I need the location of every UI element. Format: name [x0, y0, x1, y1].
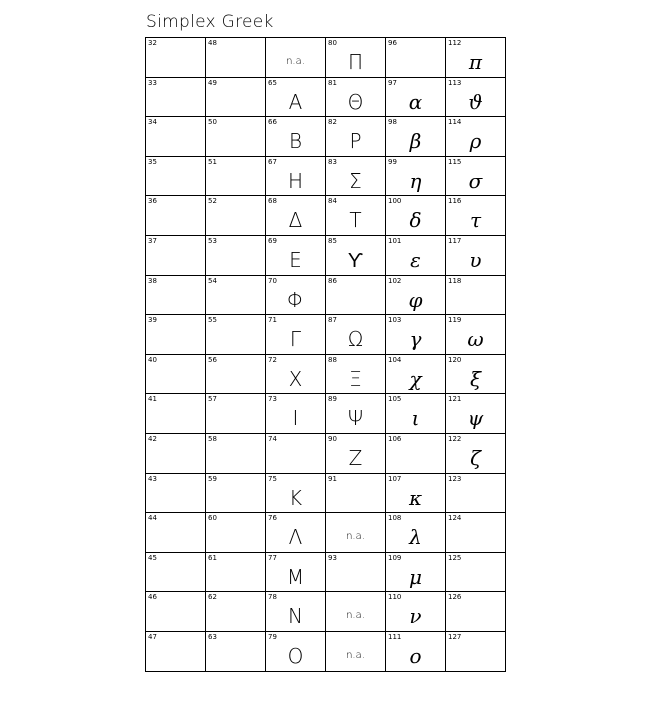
glyph-cell — [446, 156, 506, 196]
glyph-cell — [386, 275, 446, 315]
char-code: 43 — [148, 474, 157, 483]
glyph-cell — [326, 156, 386, 196]
glyph-cell — [446, 235, 506, 275]
char-code: 106 — [388, 434, 402, 443]
char-code: 35 — [148, 157, 157, 166]
char-code: 113 — [448, 78, 462, 87]
glyph-cell — [446, 354, 506, 394]
glyph-cell — [266, 77, 326, 117]
glyph: Κ — [288, 485, 303, 510]
glyph-cell — [146, 552, 206, 592]
char-code: 55 — [208, 316, 217, 325]
glyph: κ — [408, 485, 423, 510]
char-code: 56 — [208, 355, 217, 364]
glyph-cell — [266, 156, 326, 196]
char-code: 80 — [328, 39, 337, 47]
glyph-cell — [446, 315, 506, 355]
char-code: 62 — [208, 593, 217, 602]
glyph-cell — [146, 77, 206, 117]
table-row — [146, 196, 506, 236]
char-code: 42 — [148, 434, 157, 443]
glyph-cell — [266, 275, 326, 315]
char-code: 63 — [208, 632, 217, 641]
glyph-cell — [206, 592, 266, 632]
char-code: 40 — [148, 355, 157, 364]
glyph: φ — [408, 287, 423, 312]
glyph: Ψ — [347, 406, 364, 431]
char-code: 50 — [208, 118, 217, 127]
char-code: 114 — [448, 118, 462, 127]
table-row — [146, 117, 506, 157]
char-code: 60 — [208, 514, 217, 523]
char-code: 69 — [268, 236, 277, 245]
glyph-cell — [146, 275, 206, 315]
glyph-cell — [266, 394, 326, 434]
glyph-cell — [206, 38, 266, 78]
char-code: 119 — [448, 316, 462, 325]
char-code: 51 — [208, 157, 217, 166]
glyph-cell — [266, 235, 326, 275]
glyph: Δ — [288, 208, 303, 233]
char-code: 120 — [448, 355, 462, 364]
glyph-cell — [206, 433, 266, 473]
char-code: 121 — [448, 395, 462, 404]
char-code: 38 — [148, 276, 157, 285]
glyph-cell — [326, 38, 386, 78]
glyph: μ — [409, 564, 422, 589]
table-row — [146, 77, 506, 117]
glyph: τ — [469, 208, 482, 233]
glyph-cell — [206, 156, 266, 196]
glyph-cell — [386, 315, 446, 355]
glyph-cell — [326, 235, 386, 275]
char-code: 67 — [268, 157, 277, 166]
char-code: 76 — [268, 514, 277, 523]
char-code: 79 — [268, 632, 277, 641]
glyph: α — [408, 89, 423, 114]
glyph: δ — [409, 208, 422, 233]
glyph-cell — [326, 354, 386, 394]
glyph: ρ — [469, 129, 482, 154]
glyph: ο — [409, 643, 422, 668]
glyph-cell — [206, 552, 266, 592]
char-code: 66 — [268, 118, 277, 127]
not-available-label: n.a. — [346, 649, 365, 661]
char-code: 57 — [208, 395, 217, 404]
glyph-cell — [206, 275, 266, 315]
char-code: 127 — [448, 632, 462, 641]
char-code: 45 — [148, 553, 157, 562]
char-code: 86 — [328, 276, 337, 285]
glyph: ϑ — [468, 89, 483, 114]
glyph-cell — [146, 513, 206, 553]
glyph-cell — [386, 156, 446, 196]
char-code: 68 — [268, 197, 277, 206]
char-code: 59 — [208, 474, 217, 483]
not-available-label: n.a. — [346, 610, 365, 622]
glyph-table-body — [146, 38, 506, 672]
glyph: Θ — [347, 89, 364, 114]
char-code: 116 — [448, 197, 462, 206]
glyph: ε — [410, 247, 421, 272]
char-code: 73 — [268, 395, 277, 404]
page-title: Simplex Greek — [146, 12, 274, 32]
glyph-cell — [206, 354, 266, 394]
glyph-cell — [446, 196, 506, 236]
glyph: χ — [409, 366, 422, 391]
glyph: Ρ — [349, 129, 362, 154]
table-row — [146, 38, 506, 78]
table-row — [146, 513, 506, 553]
char-code: 84 — [328, 197, 337, 206]
glyph: η — [409, 168, 422, 193]
glyph-cell — [266, 38, 326, 78]
glyph-cell — [266, 315, 326, 355]
char-code: 104 — [388, 355, 402, 364]
glyph-cell — [266, 354, 326, 394]
char-code: 58 — [208, 434, 217, 443]
glyph-cell — [446, 513, 506, 553]
glyph-cell — [206, 513, 266, 553]
glyph-cell — [446, 394, 506, 434]
table-row — [146, 433, 506, 473]
glyph-cell — [446, 275, 506, 315]
char-code: 99 — [388, 157, 397, 166]
glyph-cell — [206, 473, 266, 513]
char-code: 112 — [448, 39, 462, 47]
glyph: π — [468, 50, 483, 74]
glyph-cell — [386, 433, 446, 473]
glyph-cell — [386, 117, 446, 157]
glyph-cell — [266, 433, 326, 473]
glyph-cell — [146, 156, 206, 196]
glyph-cell — [446, 552, 506, 592]
glyph-cell — [326, 196, 386, 236]
char-code: 97 — [388, 78, 397, 87]
char-code: 77 — [268, 553, 277, 562]
glyph-cell — [386, 592, 446, 632]
glyph: υ — [469, 247, 482, 272]
char-code: 39 — [148, 316, 157, 325]
glyph: ϒ — [347, 247, 364, 272]
glyph-cell — [446, 473, 506, 513]
table-row — [146, 394, 506, 434]
char-code: 125 — [448, 553, 462, 562]
char-code: 78 — [268, 593, 277, 602]
glyph-cell — [326, 631, 386, 671]
char-code: 65 — [268, 78, 277, 87]
glyph: Ξ — [349, 366, 362, 391]
char-code: 54 — [208, 276, 217, 285]
glyph-cell — [326, 77, 386, 117]
char-code: 100 — [388, 197, 402, 206]
char-code: 48 — [208, 39, 217, 47]
char-code: 52 — [208, 197, 217, 206]
char-code: 44 — [148, 514, 157, 523]
glyph: Χ — [288, 366, 303, 391]
glyph: ω — [467, 327, 484, 352]
glyph-cell — [266, 117, 326, 157]
glyph: Ν — [288, 604, 303, 629]
table-row — [146, 473, 506, 513]
char-code: 111 — [388, 632, 402, 641]
glyph: Β — [288, 129, 303, 154]
glyph-cell — [206, 394, 266, 434]
glyph-table — [145, 37, 506, 672]
char-code: 126 — [448, 593, 462, 602]
glyph-cell — [446, 433, 506, 473]
glyph-cell — [266, 196, 326, 236]
glyph-cell — [386, 631, 446, 671]
glyph: ξ — [469, 366, 481, 391]
char-code: 47 — [148, 632, 157, 641]
char-code: 88 — [328, 355, 337, 364]
char-code: 71 — [268, 316, 277, 325]
glyph-cell — [386, 473, 446, 513]
glyph: Ο — [287, 643, 304, 668]
glyph-cell — [146, 117, 206, 157]
glyph-cell — [266, 592, 326, 632]
char-code: 46 — [148, 593, 157, 602]
glyph-cell — [326, 473, 386, 513]
glyph-cell — [266, 473, 326, 513]
glyph-cell — [146, 394, 206, 434]
table-row — [146, 275, 506, 315]
glyph-cell — [446, 38, 506, 78]
glyph-cell — [446, 592, 506, 632]
glyph-cell — [146, 631, 206, 671]
char-code: 110 — [388, 593, 402, 602]
char-code: 33 — [148, 78, 157, 87]
table-row — [146, 235, 506, 275]
glyph: Ε — [289, 247, 302, 272]
glyph-cell — [446, 631, 506, 671]
glyph-cell — [146, 196, 206, 236]
char-code: 124 — [448, 514, 462, 523]
char-code: 75 — [268, 474, 277, 483]
char-code: 49 — [208, 78, 217, 87]
char-code: 93 — [328, 553, 337, 562]
char-code: 41 — [148, 395, 157, 404]
char-code: 36 — [148, 197, 157, 206]
glyph: Γ — [289, 327, 302, 352]
glyph: Σ — [349, 168, 362, 193]
glyph-cell — [146, 473, 206, 513]
glyph: Η — [287, 168, 304, 193]
glyph-cell — [326, 394, 386, 434]
glyph-cell — [386, 513, 446, 553]
char-code: 89 — [328, 395, 337, 404]
glyph: Φ — [286, 287, 305, 312]
char-code: 37 — [148, 236, 157, 245]
char-code: 122 — [448, 434, 462, 443]
glyph-cell — [326, 552, 386, 592]
char-code: 90 — [328, 434, 337, 443]
char-code: 108 — [388, 514, 402, 523]
char-code: 32 — [148, 39, 157, 47]
glyph: ι — [411, 406, 420, 431]
char-code: 91 — [328, 474, 337, 483]
glyph: σ — [468, 168, 483, 193]
glyph-cell — [146, 592, 206, 632]
glyph: Α — [288, 89, 303, 114]
char-code: 87 — [328, 316, 337, 325]
glyph: Τ — [349, 208, 362, 233]
glyph-cell — [266, 552, 326, 592]
char-code: 70 — [268, 276, 277, 285]
glyph-cell — [146, 354, 206, 394]
glyph: Π — [347, 50, 364, 74]
char-code: 81 — [328, 78, 337, 87]
glyph-cell — [386, 235, 446, 275]
table-row — [146, 354, 506, 394]
not-available-label: n.a. — [286, 56, 305, 67]
glyph-cell — [386, 196, 446, 236]
char-code: 118 — [448, 276, 462, 285]
table-row — [146, 592, 506, 632]
char-code: 102 — [388, 276, 402, 285]
glyph-cell — [326, 275, 386, 315]
glyph-cell — [206, 315, 266, 355]
glyph-cell — [266, 513, 326, 553]
char-code: 83 — [328, 157, 337, 166]
glyph: λ — [409, 525, 422, 550]
char-code: 115 — [448, 157, 462, 166]
not-available-label: n.a. — [346, 531, 365, 543]
char-code: 98 — [388, 118, 397, 127]
glyph: Λ — [288, 525, 303, 550]
char-code: 96 — [388, 39, 397, 47]
glyph-cell — [386, 38, 446, 78]
glyph-cell — [326, 117, 386, 157]
char-code: 72 — [268, 355, 277, 364]
table-row — [146, 156, 506, 196]
char-code: 82 — [328, 118, 337, 127]
glyph-cell — [206, 77, 266, 117]
char-code: 53 — [208, 236, 217, 245]
char-code: 117 — [448, 236, 462, 245]
glyph: ν — [409, 604, 422, 629]
glyph-cell — [206, 631, 266, 671]
glyph: Ι — [292, 406, 299, 431]
glyph-cell — [206, 235, 266, 275]
glyph-cell — [146, 235, 206, 275]
glyph-cell — [206, 196, 266, 236]
char-code: 105 — [388, 395, 402, 404]
glyph-cell — [206, 117, 266, 157]
glyph: ψ — [467, 406, 484, 431]
char-code: 123 — [448, 474, 462, 483]
char-code: 107 — [388, 474, 402, 483]
char-code: 103 — [388, 316, 402, 325]
glyph-cell — [326, 315, 386, 355]
glyph-cell — [386, 77, 446, 117]
glyph-cell — [446, 117, 506, 157]
glyph-cell — [386, 552, 446, 592]
char-code: 109 — [388, 553, 402, 562]
char-code: 85 — [328, 236, 337, 245]
char-code: 61 — [208, 553, 217, 562]
char-code: 101 — [388, 236, 402, 245]
glyph-cell — [386, 354, 446, 394]
glyph-cell — [266, 631, 326, 671]
glyph: Ζ — [348, 445, 363, 470]
glyph: Μ — [286, 564, 305, 589]
glyph-cell — [146, 315, 206, 355]
glyph-cell — [326, 592, 386, 632]
char-code: 74 — [268, 434, 277, 443]
table-row — [146, 552, 506, 592]
glyph-cell — [326, 433, 386, 473]
glyph-cell — [146, 433, 206, 473]
char-code: 34 — [148, 118, 157, 127]
table-row — [146, 315, 506, 355]
table-row — [146, 631, 506, 671]
glyph-cell — [446, 77, 506, 117]
glyph: γ — [409, 327, 422, 352]
glyph-cell — [146, 38, 206, 78]
glyph-cell — [326, 513, 386, 553]
glyph: β — [409, 129, 422, 154]
glyph: Ω — [347, 327, 364, 352]
glyph: ζ — [470, 445, 481, 470]
glyph-cell — [386, 394, 446, 434]
